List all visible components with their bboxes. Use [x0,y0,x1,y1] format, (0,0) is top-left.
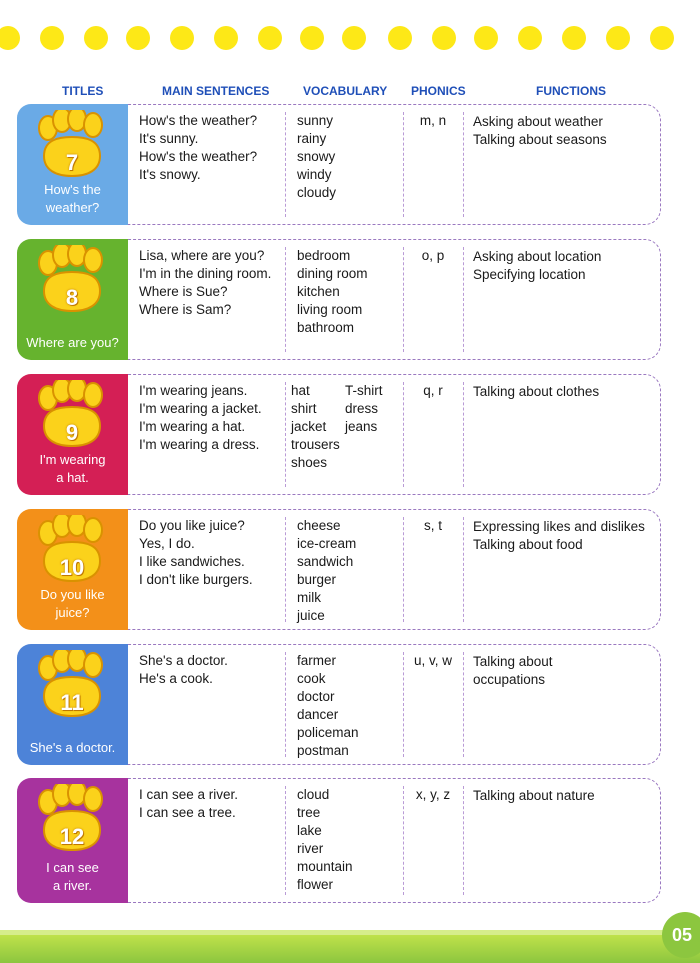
column-divider [463,112,464,217]
vocabulary-word: cloud [297,787,330,802]
column-divider [285,786,286,895]
vocabulary-word: dining room [297,266,368,281]
vocabulary-word: tree [297,805,321,820]
sentence-line: It's sunny. [139,131,199,146]
decorative-dot [170,26,194,50]
vocabulary-word: doctor [297,689,335,704]
phonics-letters: s, t [423,518,442,533]
header-phonics: PHONICS [411,84,466,98]
unit-title-line: a river. [52,878,92,893]
sentence-line: I'm wearing a hat. [139,419,246,434]
main-sentences-list [139,517,253,589]
sentence-line: Lisa, where are you? [139,248,265,263]
unit-title-tab [17,104,128,225]
unit-number: 12 [59,824,85,849]
vocabulary-word: juice [297,608,325,623]
sentence-line: How's the weather? [139,149,258,164]
vocabulary-word: sunny [297,113,334,128]
vocabulary-word: jeans [345,419,378,434]
column-divider [463,652,464,757]
header-vocabulary: VOCABULARY [303,84,388,98]
unit-title [19,739,126,757]
function-line: occupations [473,672,546,687]
sentence-line: Yes, I do. [139,536,195,551]
vocabulary-list [297,652,359,760]
vocabulary-word: milk [297,590,321,605]
column-divider [285,382,286,487]
unit-number: 8 [65,285,79,310]
function-line: Specifying location [473,267,586,282]
function-line: Asking about weather [473,114,603,129]
vocabulary-word: windy [297,167,332,182]
function-line: Asking about location [473,249,602,264]
vocabulary-word: living room [297,302,363,317]
phonics-letters: x, y, z [415,787,451,802]
decorative-dot [84,26,108,50]
vocabulary-word: cloudy [297,185,337,200]
unit-row [17,778,661,903]
unit-title [19,334,126,352]
sentence-line: I can see a river. [139,787,239,802]
unit-number: 9 [65,420,79,445]
functions-list [473,113,607,149]
decorative-dot [126,26,150,50]
unit-title-line: Where are you? [26,335,119,350]
decorative-dot [214,26,238,50]
function-line: Expressing likes and dislikes [473,519,645,534]
column-divider [285,517,286,622]
unit-title-line: How's the [44,182,101,197]
header-titles: TITLES [62,84,104,98]
vocabulary-word: policeman [297,725,359,740]
unit-title-tab [17,509,128,630]
vocabulary-word: farmer [297,653,337,668]
vocabulary-word: trousers [291,437,340,452]
decorative-dot [606,26,630,50]
main-sentences-list [139,652,228,688]
unit-row [17,239,661,360]
vocabulary-word: cook [297,671,326,686]
sentence-line: Where is Sue? [139,284,228,299]
sentence-line: It's snowy. [139,167,201,182]
vocabulary-word: sandwich [297,554,354,569]
unit-title-line: Do you like [40,587,105,602]
vocabulary-list [297,112,336,202]
phonics-letters: o, p [421,248,445,263]
vocabulary-list [297,517,356,625]
sentence-line: I can see a tree. [139,805,236,820]
decorative-dot [258,26,282,50]
unit-row [17,644,661,765]
sentence-line: He's a cook. [139,671,213,686]
unit-number: 10 [59,555,85,580]
decorative-dot [518,26,542,50]
vocabulary-word: snowy [297,149,336,164]
unit-title-line: juice? [55,605,90,620]
functions-list [473,787,595,805]
functions-list [473,518,645,554]
vocabulary-word: shirt [291,401,317,416]
function-line: Talking about food [473,537,583,552]
column-divider [285,652,286,757]
column-divider [463,382,464,487]
functions-list [473,383,599,401]
decorative-dot [562,26,586,50]
column-divider [463,247,464,352]
unit-title-line: a hat. [56,470,89,485]
column-divider [463,786,464,895]
vocabulary-word: dancer [297,707,339,722]
sentence-line: I like sandwiches. [139,554,245,569]
sentence-line: I'm in the dining room. [139,266,272,281]
unit-row [17,374,661,495]
vocabulary-word: lake [297,823,322,838]
vocabulary-word: dress [345,401,379,416]
vocabulary-word: rainy [297,131,327,146]
vocabulary-word: flower [297,877,334,892]
main-sentences-list [139,786,238,822]
vocabulary-word: mountain [297,859,353,874]
unit-title-tab [17,374,128,495]
vocabulary-word: cheese [297,518,341,533]
vocabulary-word: bathroom [297,320,355,335]
unit-title [19,586,126,622]
sentence-line: Do you like juice? [139,518,245,533]
header-functions: FUNCTIONS [536,84,606,98]
main-sentences-list [139,382,262,454]
decorative-dot [40,26,64,50]
vocabulary-word: river [297,841,324,856]
sentence-line: I don't like burgers. [139,572,253,587]
function-line: Talking about [473,654,553,669]
functions-list [473,653,553,689]
vocabulary-word: bedroom [297,248,351,263]
phonics-letters: q, r [423,383,443,398]
vocabulary-word: ice-cream [297,536,357,551]
decorative-dot-row [0,26,700,52]
footer-band [0,935,700,963]
sentence-line: I'm wearing a dress. [139,437,260,452]
decorative-dot [342,26,366,50]
unit-title-line: I can see [46,860,99,875]
phonics-letters: m, n [419,113,447,128]
main-sentences-list [139,247,271,319]
decorative-dot [300,26,324,50]
sentence-line: Where is Sam? [139,302,232,317]
unit-number: 7 [65,150,79,175]
vocabulary-word: hat [291,383,310,398]
sentence-line: I'm wearing jeans. [139,383,248,398]
sentence-line: How's the weather? [139,113,258,128]
unit-title-tab [17,644,128,765]
column-divider [285,247,286,352]
unit-title [19,859,126,895]
unit-number: 11 [60,690,84,715]
decorative-dot [650,26,674,50]
unit-title-line: weather? [45,200,100,215]
function-line: Talking about nature [473,788,595,803]
phonics-letters: u, v, w [413,653,452,668]
vocabulary-word: postman [297,743,349,758]
decorative-dot [388,26,412,50]
vocabulary-list-right [345,382,383,436]
vocabulary-word: jacket [291,419,327,434]
function-line: Talking about clothes [473,384,600,399]
unit-title-line: I'm wearing [39,452,106,467]
vocabulary-word: burger [297,572,337,587]
column-headers [0,84,700,100]
vocabulary-word: shoes [291,455,328,470]
decorative-dot [432,26,456,50]
column-divider [463,517,464,622]
unit-title-tab [17,239,128,360]
sentence-line: I'm wearing a jacket. [139,401,262,416]
unit-row [17,509,661,630]
main-sentences-list [139,112,257,184]
unit-title [19,451,126,487]
unit-row [17,104,661,225]
vocabulary-word: T-shirt [345,383,383,398]
sentence-line: She's a doctor. [139,653,228,668]
functions-list [473,248,601,284]
page-number: 05 [662,912,700,958]
unit-title [19,181,126,217]
unit-title-line: She's a doctor. [29,740,116,755]
column-divider [285,112,286,217]
function-line: Talking about seasons [473,132,607,147]
decorative-dot [474,26,498,50]
vocabulary-word: kitchen [297,284,340,299]
vocabulary-list [297,786,353,894]
decorative-dot [0,26,20,50]
vocabulary-list [291,382,340,472]
vocabulary-list [297,247,368,337]
unit-title-tab [17,778,128,903]
header-main-sentences: MAIN SENTENCES [162,84,270,98]
